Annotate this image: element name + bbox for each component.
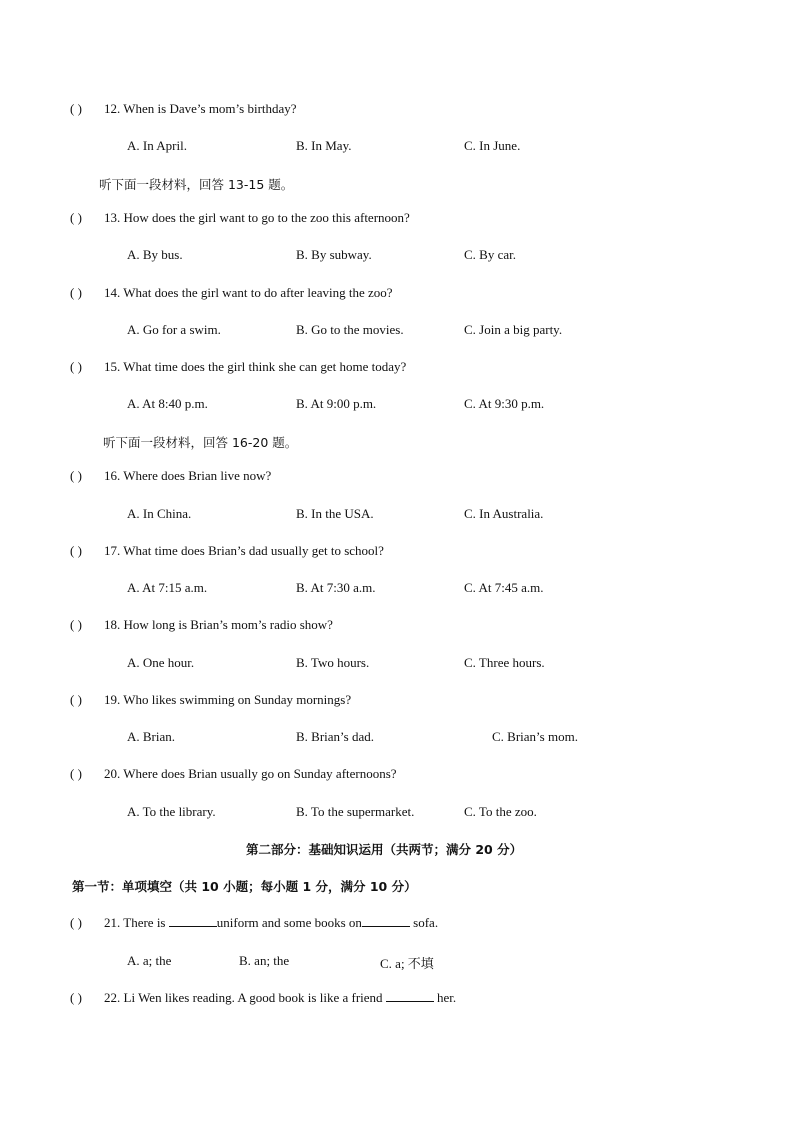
answer-blank[interactable] — [169, 915, 217, 927]
question-21-part-c: sofa. — [409, 915, 439, 930]
section-one-title: 第一节：单项填空（共 10 小题；每小题 1 分，满分 10 分） — [72, 879, 417, 894]
answer-paren: ( ) — [70, 617, 82, 632]
question-22-part-b: her. — [433, 990, 457, 1005]
option-a: A. By bus. — [127, 247, 183, 262]
option-c: C. In June. — [464, 138, 521, 153]
option-b: B. In May. — [296, 138, 352, 153]
question-20: 20. Where does Brian usually go on Sunday afternoons? — [104, 766, 397, 781]
section-note: 听下面一段材料，回答 13-15 题。 — [99, 177, 294, 192]
option-b: B. At 7:30 a.m. — [296, 580, 376, 595]
question-16: 16. Where does Brian live now? — [104, 468, 272, 483]
answer-paren: ( ) — [70, 543, 82, 558]
answer-paren: ( ) — [70, 915, 82, 930]
question-18: 18. How long is Brian’s mom’s radio show? — [104, 617, 333, 632]
answer-paren: ( ) — [70, 285, 82, 300]
option-a: A. Brian. — [127, 729, 176, 744]
question-17: 17. What time does Brian’s dad usually get to school? — [104, 543, 384, 558]
option-a: A. In April. — [127, 138, 187, 153]
question-15: 15. What time does the girl think she can get home today? — [104, 359, 407, 374]
question-21-part-a: 21. There is — [104, 915, 169, 930]
option-a: A. a; the — [127, 953, 172, 968]
option-b: B. Brian’s dad. — [296, 729, 374, 744]
question-19: 19. Who likes swimming on Sunday mornings? — [104, 692, 352, 707]
answer-paren: ( ) — [70, 359, 82, 374]
option-a: A. At 7:15 a.m. — [127, 580, 208, 595]
answer-blank[interactable] — [386, 990, 434, 1002]
question-14: 14. What does the girl want to do after leaving the zoo? — [104, 285, 393, 300]
option-b: B. Two hours. — [296, 655, 370, 670]
option-a: A. In China. — [127, 506, 192, 521]
option-a: A. One hour. — [127, 655, 195, 670]
option-c: C. a; 不填 — [380, 956, 434, 971]
option-b: B. At 9:00 p.m. — [296, 396, 377, 411]
question-12: 12. When is Dave’s mom’s birthday? — [104, 101, 297, 116]
option-c: C. Brian’s mom. — [492, 729, 578, 744]
question-22 — [104, 990, 456, 1006]
question-21-part-b: uniform and some books on — [216, 915, 362, 930]
option-b: B. an; the — [239, 953, 290, 968]
option-c: C. At 9:30 p.m. — [464, 396, 545, 411]
answer-paren: ( ) — [70, 692, 82, 707]
answer-paren: ( ) — [70, 990, 82, 1005]
option-b: B. To the supermarket. — [296, 804, 415, 819]
answer-paren: ( ) — [70, 468, 82, 483]
question-22-part-a: 22. Li Wen likes reading. A good book is like a friend — [104, 990, 386, 1005]
option-c: C. Three hours. — [464, 655, 545, 670]
part-two-title: 第二部分：基础知识运用（共两节；满分 20 分） — [246, 842, 523, 857]
section-note: 听下面一段材料，回答 16-20 题。 — [103, 435, 298, 450]
option-a: A. Go for a swim. — [127, 322, 221, 337]
option-c: C. At 7:45 a.m. — [464, 580, 544, 595]
question-13: 13. How does the girl want to go to the zoo this afternoon? — [104, 210, 410, 225]
answer-paren: ( ) — [70, 210, 82, 225]
question-21 — [104, 915, 438, 931]
option-c: C. In Australia. — [464, 506, 544, 521]
answer-blank[interactable] — [362, 915, 410, 927]
option-b: B. In the USA. — [296, 506, 374, 521]
option-c: C. By car. — [464, 247, 516, 262]
answer-paren: ( ) — [70, 101, 82, 116]
option-a: A. At 8:40 p.m. — [127, 396, 208, 411]
option-a: A. To the library. — [127, 804, 216, 819]
answer-paren: ( ) — [70, 766, 82, 781]
option-c: C. Join a big party. — [464, 322, 563, 337]
option-b: B. By subway. — [296, 247, 372, 262]
option-b: B. Go to the movies. — [296, 322, 404, 337]
option-c: C. To the zoo. — [464, 804, 537, 819]
